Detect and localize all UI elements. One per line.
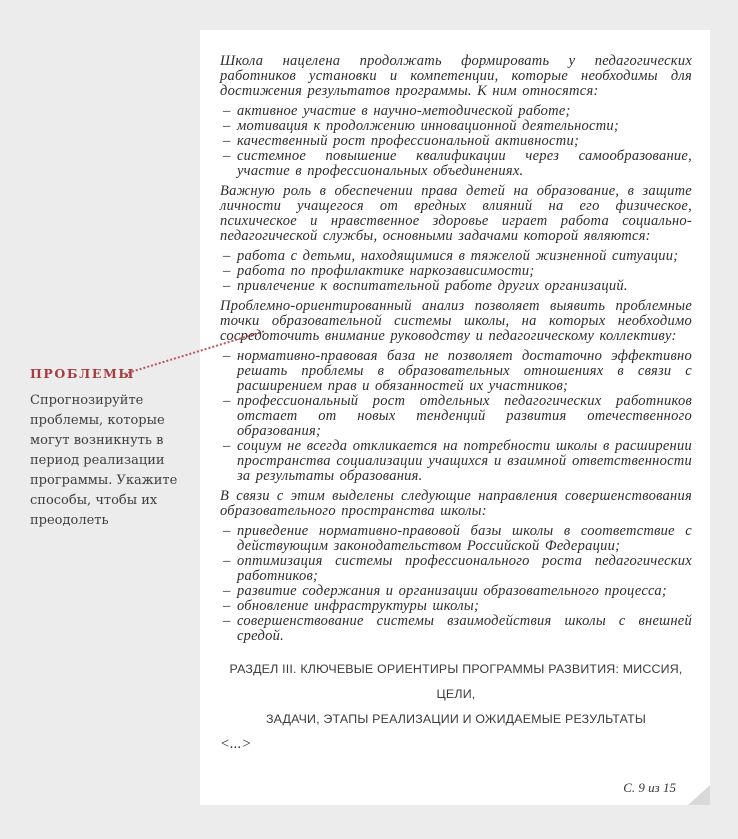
list-item (223, 103, 692, 119)
dash-list (220, 349, 692, 484)
omission-mark: <...> (220, 736, 252, 752)
paragraph: Проблемно-ориентированный анализ позволяет выявить проблемные точки образовательной системы школы, на которых необходимо сосредоточить внимание руководству и педагогическому коллективу: (220, 298, 692, 344)
list-item (223, 348, 692, 394)
page-corner-fold (688, 785, 710, 805)
section-heading-line2: ЗАДАЧИ, ЭТАПЫ РЕАЛИЗАЦИИ И ОЖИДАЕМЫЕ РЕЗУЛЬТАТЫ (265, 712, 647, 726)
dash-bullet: – (223, 553, 231, 569)
body-blocks (220, 54, 692, 644)
paragraph: Важную роль в обеспечении права детей на образование, в защите личности учащегося от вредных влияний на его физическое, психическое и нравственное здоровье играет работа социально-педагогической службы, основными задачами которой являются: (220, 183, 692, 244)
section-heading (220, 657, 692, 732)
list-item-text: оптимизация системы профессионального роста педагогических работников; (237, 553, 692, 584)
list-item (223, 613, 692, 644)
list-item (223, 598, 692, 614)
dash-list (220, 249, 692, 294)
list-item-text: привлечение к воспитательной работе других организаций. (237, 278, 628, 294)
list-item-text: развитие содержания и организации образовательного процесса; (237, 583, 667, 599)
dash-bullet: – (223, 348, 231, 364)
dash-bullet: – (223, 523, 231, 539)
dash-bullet: – (223, 613, 231, 629)
dash-bullet: – (223, 278, 231, 294)
list-item (223, 583, 692, 599)
dash-list (220, 104, 692, 179)
dash-bullet: – (223, 393, 231, 409)
dash-bullet: – (223, 248, 231, 264)
document-page (200, 30, 710, 805)
list-item (223, 278, 692, 294)
list-item (223, 118, 692, 134)
list-item-text: работа с детьми, находящимися в тяжелой жизненной ситуации; (237, 248, 679, 264)
dash-bullet: – (223, 583, 231, 599)
margin-note-text: Спрогнозируйте проблемы, которые могут возникнуть в период реализации программы. Укажите способы, чтобы их преодолеть (30, 393, 178, 528)
list-item-text: системное повышение квалификации через самообразование, участие в профессиональных объединениях. (237, 148, 692, 179)
list-item (223, 553, 692, 584)
dash-bullet: – (223, 148, 231, 164)
list-item (223, 133, 692, 149)
dash-bullet: – (223, 263, 231, 279)
list-item-text: совершенствование системы взаимодействия школы с внешней средой. (237, 613, 692, 644)
list-item-text: приведение нормативно-правовой базы школы в соответствие с действующим законодательством Российской Федерации; (237, 523, 692, 554)
page-number: С. 9 из 15 (623, 780, 676, 795)
dash-bullet: – (223, 133, 231, 149)
paragraph: В связи с этим выделены следующие направления совершенствования образовательного пространства школы: (220, 488, 692, 519)
list-item-text: обновление инфраструктуры школы; (237, 598, 480, 614)
list-item (223, 393, 692, 439)
list-item (223, 148, 692, 179)
list-item-text: качественный рост профессиональной активности; (237, 133, 580, 149)
margin-note-label: ПРОБЛЕМЫ (30, 366, 136, 381)
list-item-text: социум не всегда откликается на потребности школы в расширении пространства социализации учащихся и взаимной ответственности за результаты образования. (237, 438, 692, 484)
list-item (223, 263, 692, 279)
section-heading-line1: РАЗДЕЛ III. КЛЮЧЕВЫЕ ОРИЕНТИРЫ ПРОГРАММЫ РАЗВИТИЯ: МИССИЯ, ЦЕЛИ, (229, 662, 683, 701)
margin-note (30, 366, 182, 531)
dash-bullet: – (223, 598, 231, 614)
list-item-text: активное участие в научно-методической работе; (237, 103, 571, 119)
list-item (223, 438, 692, 484)
page-body (220, 54, 692, 752)
dash-bullet: – (223, 118, 231, 134)
dash-list (220, 524, 692, 644)
list-item-text: работа по профилактике наркозависимости; (237, 263, 535, 279)
list-item-text: мотивация к продолжению инновационной деятельности; (237, 118, 620, 134)
paragraph: Школа нацелена продолжать формировать у педагогических работников установки и компетенции, которые необходимы для достижения результатов программы. К ним относятся: (220, 53, 692, 99)
dash-bullet: – (223, 103, 231, 119)
list-item-text: нормативно-правовая база не позволяет достаточно эффективно решать проблемы в образовательных отношениях в связи с расширением прав и обязанностей их участников; (237, 348, 692, 394)
list-item (223, 523, 692, 554)
dash-bullet: – (223, 438, 231, 454)
list-item-text: профессиональный рост отдельных педагогических работников отстает от новых тенденций развития отечественного образования; (237, 393, 692, 439)
list-item (223, 248, 692, 264)
